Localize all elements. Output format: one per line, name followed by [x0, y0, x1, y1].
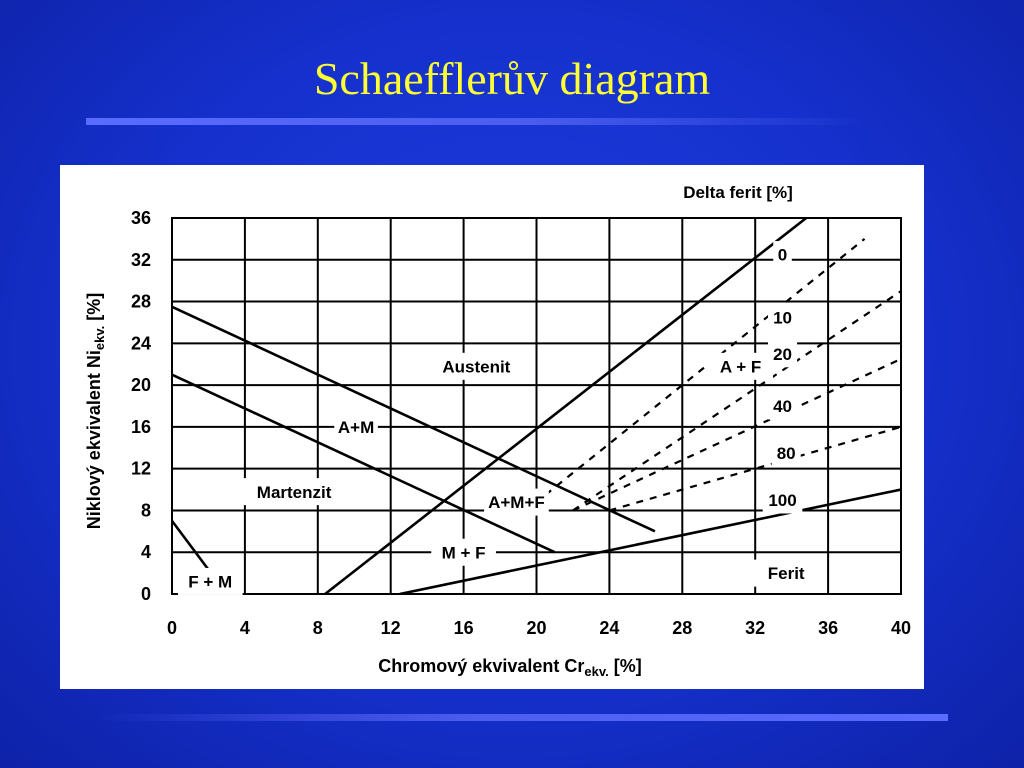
diagram-panel — [60, 165, 924, 689]
y-tick-label: 8 — [140, 500, 151, 521]
region-label-a-f-text: A + F — [719, 357, 762, 377]
x-tick-label: 24 — [599, 618, 620, 638]
region-label-f-m-text: F + M — [188, 572, 233, 592]
bottom-divider — [100, 714, 948, 721]
y-tick-label: 20 — [130, 375, 151, 396]
region-label-a-f — [708, 353, 773, 380]
region-label-a-m-text: A+M — [337, 418, 375, 438]
region-label-a-m-f-text: A+M+F — [488, 493, 545, 513]
y-axis-title-unit: [%] — [84, 292, 104, 321]
x-tick-label: 40 — [890, 618, 912, 638]
ferrite-label-0-text: 0 — [777, 245, 788, 265]
ferrite-label-100-text: 100 — [768, 491, 797, 511]
x-axis-title-unit: [%] — [613, 656, 642, 676]
ferrite-label-40 — [768, 393, 797, 420]
x-tick-label: 12 — [380, 618, 401, 638]
region-label-austenit — [428, 353, 524, 380]
region-label-martenzit — [241, 478, 348, 505]
y-axis-title-main: Niklový ekvivalent Ni — [84, 350, 104, 530]
y-tick-label: 24 — [130, 333, 151, 354]
ferrite-header: Delta ferit [%] — [683, 183, 793, 202]
y-axis-title-sub: ekv. — [92, 325, 107, 351]
x-tick-label: 0 — [166, 618, 178, 638]
schaeffler-diagram — [60, 165, 924, 689]
x-tick-label: 8 — [312, 618, 323, 638]
x-tick-label: 20 — [526, 618, 547, 638]
x-axis-title-sub: ekv. — [584, 664, 609, 679]
region-label-austenit-text: Austenit — [442, 357, 511, 377]
region-label-f-m — [178, 568, 243, 595]
region-label-m-f-text: M + F — [441, 543, 486, 563]
region-label-a-m — [334, 413, 378, 440]
slide-title: Schaefflerův diagram — [313, 53, 711, 104]
ferrite-label-100 — [763, 487, 803, 514]
y-tick-label: 12 — [130, 458, 151, 479]
x-axis-title — [378, 656, 641, 679]
region-label-ferit-text: Ferit — [767, 564, 805, 584]
y-tick-label: 16 — [130, 416, 151, 437]
x-tick-label: 28 — [672, 618, 693, 638]
x-tick-label: 32 — [745, 618, 766, 638]
ferrite-label-80 — [772, 440, 801, 467]
y-tick-label: 32 — [130, 249, 151, 270]
ferrite-label-20 — [768, 340, 797, 367]
region-label-m-f — [431, 539, 496, 566]
title-divider — [86, 118, 866, 125]
ferrite-label-80-text: 80 — [776, 444, 796, 464]
x-tick-label: 36 — [818, 618, 839, 638]
region-label-martenzit-text: Martenzit — [256, 482, 332, 502]
ferrite-label-10 — [768, 304, 797, 331]
region-label-ferit — [754, 560, 819, 587]
x-axis-title-main: Chromový ekvivalent Cr — [378, 656, 585, 676]
region-label-a-m-f — [484, 489, 549, 516]
y-axis-title — [84, 293, 107, 529]
ferrite-label-40-text: 40 — [773, 397, 792, 417]
y-tick-label: 4 — [140, 542, 151, 563]
ferrite-label-20-text: 20 — [773, 344, 792, 364]
ferrite-label-0 — [773, 241, 792, 268]
ferrite-label-10-text: 10 — [773, 308, 792, 328]
y-tick-label: 36 — [130, 208, 151, 228]
x-tick-label: 16 — [453, 618, 474, 638]
y-tick-label: 28 — [130, 291, 151, 312]
y-tick-label: 0 — [140, 584, 151, 604]
x-tick-label: 4 — [239, 618, 250, 638]
